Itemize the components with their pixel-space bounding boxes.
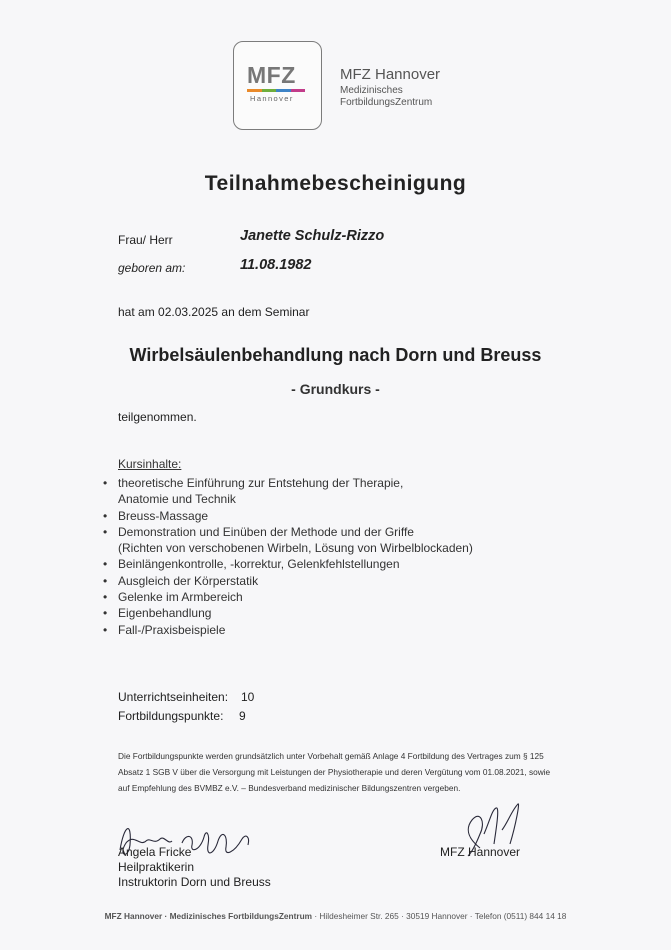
bullet-icon: • — [103, 476, 108, 490]
list-item: • Beinlängenkontrolle, -korrektur, Gelenkfehlstellungen — [103, 557, 400, 572]
bullet-icon: • — [103, 606, 108, 621]
notice-line-2: Absatz 1 SGB V über die Versorgung mit Leistungen der Physiotherapie und deren Vergütung vom 01.08.2021, sowie — [118, 767, 551, 777]
notice-line-3: auf Empfehlung des BVMBZ e.V. – Bundesverband medizinischer Bildungszentren vergeben. — [118, 783, 461, 793]
logo-color-bar — [247, 89, 305, 92]
logo-sub: Hannover — [250, 94, 294, 103]
participant-name: Janette Schulz-Rizzo — [240, 228, 385, 244]
logo-bar-segment-2 — [262, 89, 277, 92]
list-item: • theoretische Einführung zur Entstehung der Therapie, Anatomie und Technik — [103, 476, 404, 507]
signer-role-1: Heilpraktikerin — [118, 860, 195, 874]
document-title: Teilnahmebescheinigung — [204, 172, 467, 195]
bullet-icon: • — [103, 508, 108, 523]
footer-address: · Hildesheimer Str. 265 · 30519 Hannover · Telefon (0511) 844 14 18 — [312, 911, 567, 921]
bullet-icon: • — [103, 557, 108, 572]
participant-dob: 11.08.1982 — [240, 257, 312, 273]
dob-label: geboren am: — [118, 261, 186, 275]
logo-bar-segment-4 — [291, 89, 306, 92]
bullet-icon: • — [103, 573, 108, 588]
seminar-subtitle: - Grundkurs - — [291, 381, 380, 397]
notice-line-1: Die Fortbildungspunkte werden grundsätzlich unter Vorbehalt gemäß Anlage 4 Fortbildung des Vertrages zum § 125 — [118, 751, 544, 761]
intro-text: hat am 02.03.2025 an dem Seminar — [118, 305, 310, 319]
bullet-icon: • — [103, 590, 108, 605]
teaching-units-value: 10 — [241, 690, 255, 704]
org-subtitle-line1: Medizinisches — [340, 85, 403, 96]
bullet-icon: • — [103, 524, 108, 539]
logo-bar-segment-1 — [247, 89, 262, 92]
bullet-icon: • — [103, 622, 108, 637]
course-content-list — [103, 475, 473, 638]
list-item: • Gelenke im Armbereich — [103, 590, 243, 605]
org-subtitle-line2: FortbildungsZentrum — [340, 97, 433, 108]
teaching-units-label: Unterrichtseinheiten: — [118, 690, 229, 704]
logo-bar-segment-3 — [276, 89, 291, 92]
cpd-points-label: Fortbildungspunkte: — [118, 709, 224, 723]
footer-org: MFZ Hannover · Medizinisches FortbildungsZentrum — [104, 911, 313, 921]
list-item: • Demonstration und Einüben der Methode und der Griffe (Richten von verschobenen Wirbeln, Lösung von Wirbelblockaden) — [103, 524, 473, 556]
seminar-title: Wirbelsäulenbehandlung nach Dorn und Breuss — [129, 345, 542, 365]
list-item: • Eigenbehandlung — [103, 606, 212, 621]
logo-mark: MFZ — [247, 62, 296, 88]
course-content-heading: Kursinhalte: — [118, 457, 182, 471]
cpd-points-value: 9 — [239, 709, 246, 723]
list-item: • Fall-/Praxisbeispiele — [103, 622, 226, 637]
name-label: Frau/ Herr — [118, 233, 173, 247]
footer — [0, 911, 671, 921]
participated-text: teilgenommen. — [118, 410, 197, 424]
signer-name: Angela Fricke — [118, 845, 192, 859]
organization-signature-name: MFZ Hannover — [440, 845, 521, 859]
org-name: MFZ Hannover — [340, 66, 441, 83]
list-item: • Ausgleich der Körperstatik — [103, 573, 259, 588]
signer-role-2: Instruktorin Dorn und Breuss — [118, 875, 271, 889]
list-item: • Breuss-Massage — [103, 508, 209, 523]
